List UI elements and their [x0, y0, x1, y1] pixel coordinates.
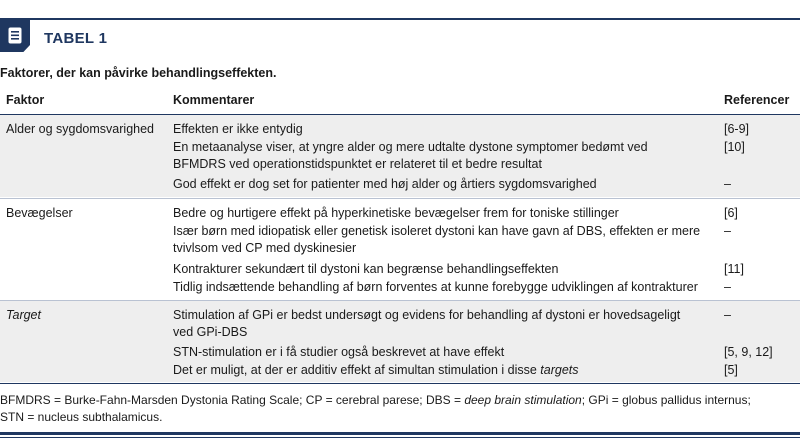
comment-cell: Kontrakturer sekundært til dystoni kan begrænse behandlingseffekten: [173, 262, 559, 276]
comment-cell: God effekt er dog set for patienter med høj alder og årtiers sygdomsvarighed: [173, 177, 597, 191]
ref-cell: [6]: [724, 206, 738, 220]
ref-cell: [10]: [724, 140, 745, 154]
ref-cell: [11]: [724, 262, 744, 276]
table-title: TABEL 1: [44, 30, 108, 47]
ref-cell: –: [724, 224, 731, 238]
comment-cell: Det er muligt, at der er additiv effekt af simultan stimulation i disse targets: [173, 363, 579, 377]
column-header-comments: Kommentarer: [173, 93, 255, 107]
comment-cell: Effekten er ikke entydig: [173, 122, 303, 136]
ref-cell: –: [724, 177, 731, 191]
column-headers: [0, 86, 800, 115]
table-group-target: [0, 301, 800, 382]
table-caption: Faktorer, der kan påvirke behandlingseffekten.: [0, 66, 277, 80]
comment-cell: En metaanalyse viser, at yngre alder og mere udtalte dystone symptomer bedømt ved BFMDRS ved operationstidspunktet er relateret til et bedre resultat: [173, 140, 648, 171]
column-header-factor: Faktor: [6, 93, 45, 107]
table-group-age: [0, 115, 800, 197]
bottom-rule-thin: [0, 437, 800, 438]
table-bottom-rule: [0, 383, 800, 384]
factor-label: Target: [6, 308, 41, 322]
table-footnote: BFMDRS = Burke-Fahn-Marsden Dystonia Rating Scale; CP = cerebral parese; DBS = deep brain stimulation; GPi = globus pallidus internus; STN = nucleus subthalamicus.: [0, 393, 751, 424]
column-header-refs: Referencer: [724, 93, 790, 107]
comment-cell: Bedre og hurtigere effekt på hyperkinetiske bevægelser frem for toniske stillinger: [173, 206, 619, 220]
ref-cell: [5]: [724, 363, 738, 377]
table-group-movements: [0, 199, 800, 299]
comment-cell: Især børn med idiopatisk eller genetisk isoleret dystoni kan have gavn af DBS, effekten er mere tvivlsom ved CP med dyskinesier: [173, 224, 701, 255]
bottom-rule: [0, 432, 800, 435]
ref-cell: [6-9]: [724, 122, 750, 136]
comment-cell: STN-stimulation er i få studier også beskrevet at have effekt: [173, 345, 505, 359]
ref-cell: [5, 9, 12]: [724, 345, 773, 359]
ref-cell: –: [724, 308, 731, 322]
ref-cell: –: [724, 280, 731, 294]
factor-label: Bevægelser: [6, 206, 73, 220]
factor-label: Alder og sygdomsvarighed: [6, 122, 154, 136]
comment-cell: Stimulation af GPi er bedst undersøgt og evidens for behandling af dystoni er hovedsageligt ved GPi-DBS: [173, 308, 681, 339]
comment-cell: Tidlig indsættende behandling af børn forventes at kunne forebygge udviklingen af kontrakturer: [173, 280, 698, 294]
document-list-icon: [0, 20, 30, 52]
table-header: [0, 18, 800, 62]
